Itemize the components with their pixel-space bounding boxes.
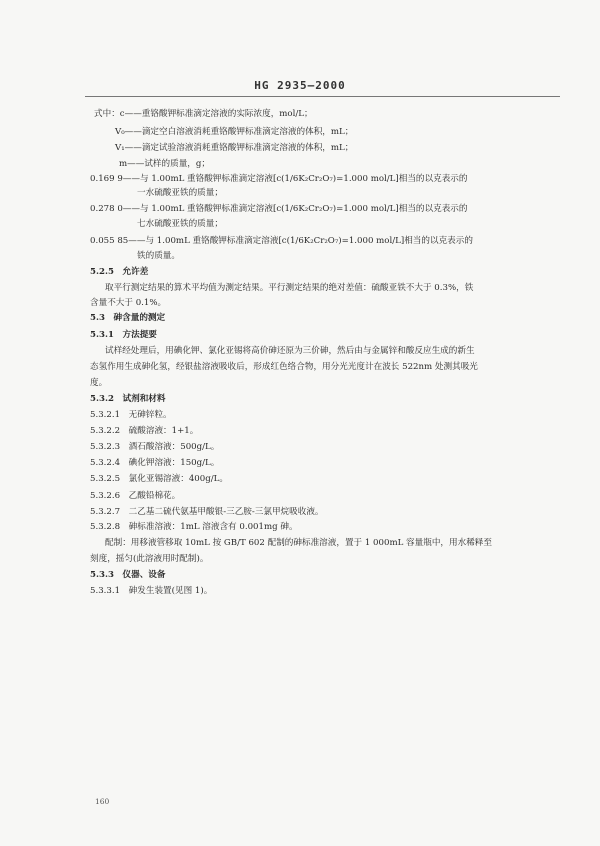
text-line: V₀——滴定空白溶液消耗重铬酸钾标准滴定溶液的体积，mL； [115, 127, 354, 137]
header-rule [85, 96, 560, 97]
text-line: 5.3.3.1 砷发生装置(见图 1)。 [90, 586, 213, 596]
text-line: 5.3.2.1 无砷锌粒。 [90, 410, 172, 420]
text-line: 5.3.2.3 酒石酸溶液：500g/L。 [90, 442, 220, 452]
text-line: 0.169 9——与 1.00mL 重铬酸钾标准滴定溶液[c(1/6K₂Cr₂O₇)=1.000 mol/L]相当的以克表示的 [90, 174, 468, 184]
text-line: 态氢作用生成砷化氢，经银盐溶液吸收后，形成红色络合物，用分光光度计在波长 522nm 处测其吸光 [90, 362, 478, 372]
section-heading: 5.3.2 试剂和材料 [90, 394, 166, 404]
text-line: 铁的质量。 [137, 251, 180, 261]
text-line: 5.3.2.2 硫酸溶液：1+1。 [90, 426, 199, 436]
text-line: 5.3.2.4 碘化钾溶液：150g/L。 [90, 458, 220, 468]
section-heading: 5.3.3 仪器、设备 [90, 570, 166, 580]
text-line: 刻度，摇匀(此溶液用时配制)。 [90, 554, 209, 564]
section-heading: 5.3 砷含量的测定 [90, 313, 166, 323]
text-line: 度。 [90, 378, 108, 388]
text-line: 七水硫酸亚铁的质量； [137, 219, 223, 229]
text-line: 一水硫酸亚铁的质量； [137, 188, 223, 198]
standard-number-header: HG 2935—2000 [254, 79, 346, 92]
text-line: 含量不大于 0.1%。 [90, 298, 167, 308]
text-line: 式中：c——重铬酸钾标准滴定溶液的实际浓度，mol/L； [94, 109, 313, 119]
section-heading: 5.2.5 允许差 [90, 267, 149, 277]
text-line: 5.3.2.8 砷标准溶液：1mL 溶液含有 0.001mg 砷。 [90, 522, 298, 532]
text-line: V₁——滴定试验溶液消耗重铬酸钾标准滴定溶液的体积，mL； [115, 143, 354, 153]
text-line: 0.278 0——与 1.00mL 重铬酸钾标准滴定溶液[c(1/6K₂Cr₂O₇)=1.000 mol/L]相当的以克表示的 [90, 204, 468, 214]
text-line: 取平行测定结果的算术平均值为测定结果。平行测定结果的绝对差值：硫酸亚铁不大于 0.3%，铁 [105, 283, 474, 293]
text-line: 试样经处理后，用碘化钾、氯化亚锡将高价砷还原为三价砷，然后由与金属锌和酸反应生成的新生 [105, 346, 475, 356]
text-line: 5.3.2.6 乙酸铅棉花。 [90, 491, 181, 501]
section-heading: 5.3.1 方法提要 [90, 330, 157, 340]
page-number: 160 [95, 797, 110, 806]
text-line: 0.055 85——与 1.00mL 重铬酸钾标准滴定溶液[c(1/6K₂Cr₂O₇)=1.000 mol/L]相当的以克表示的 [90, 236, 473, 246]
text-line: 5.3.2.7 二乙基二硫代氨基甲酸银-三乙胺-三氯甲烷吸收液。 [90, 507, 324, 517]
text-line: 配制：用移液管移取 10mL 按 GB/T 602 配制的砷标准溶液，置于 1 000mL 容量瓶中，用水稀释至 [105, 538, 492, 548]
text-line: 5.3.2.5 氯化亚锡溶液：400g/L。 [90, 474, 228, 484]
text-line: m——试样的质量，g； [119, 159, 210, 169]
